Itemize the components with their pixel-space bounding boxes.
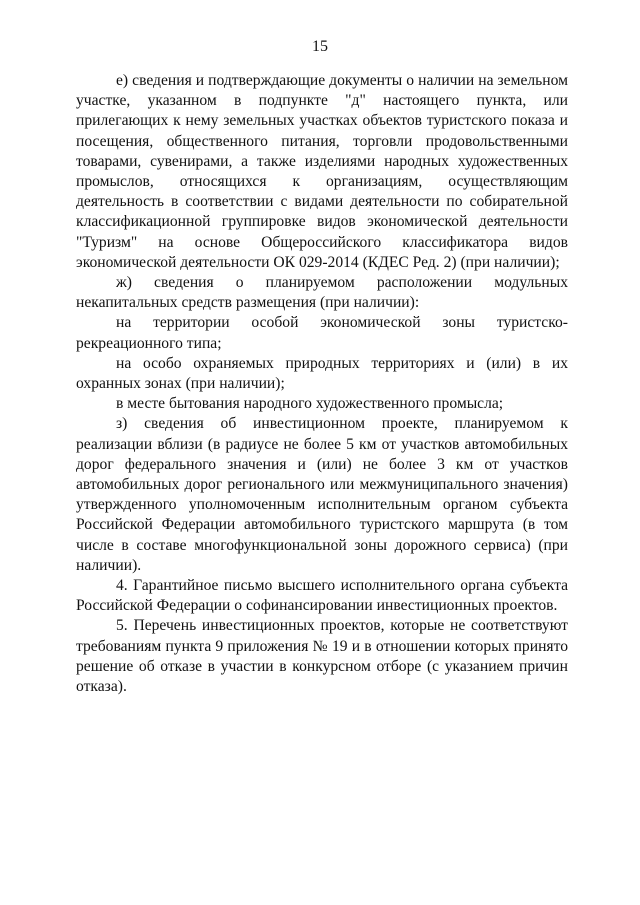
page-number: 15 [312,38,328,55]
paragraph-5-project-list: 5. Перечень инвестиционных проектов, которые не соответствуют требованиям пункта 9 приложения № 19 и в отношении которых принято решение об отказе в участии в конкурсном отборе (с указанием причин отказа). [76,617,568,696]
paragraph-protected-areas: на особо охраняемых природных территориях и (или) в их охранных зонах (при наличии); [76,354,568,393]
paragraph-e-land-plot-info: е) сведения и подтверждающие документы о наличии на земельном участке, указанном в подпункте "д" настоящего пункта, или прилегающих к нему земельных участках объектов туристского показа и посещения, общественного питания, торговли продовольственными товарами, сувенирами, а также изделиями народных художественных промыслов, относящихся к организациям, осуществляющим деятельность в соответствии с видами деятельности по собирательной классификационной группировке видов экономической деятельности "Туризм" на основе Общероссийского классификатора видов экономической деятельности ОК 029-2014 (КДЕС Ред. 2) (при наличии); [76,72,568,271]
paragraph-z-investment-project: з) сведения об инвестиционном проекте, планируемом к реализации вблизи (в радиусе не более 5 км от участков автомобильных дорог федерального значения и (или) не более 3 км от участков автомобильных дорог регионального или межмуниципального значения) утвержденного уполномоченным исполнительным органом субъекта Российской Федерации автомобильного туристского маршрута (в том числе в составе многофункциональной зоны дорожного сервиса) (при наличии). [76,415,568,574]
paragraph-4-guarantee-letter: 4. Гарантийное письмо высшего исполнительного органа субъекта Российской Федерации о софинансировании инвестиционных проектов. [76,577,568,615]
document-body [76,71,568,697]
paragraph-folk-craft-place: в месте бытования народного художественного промысла; [116,395,504,413]
paragraph-special-economic-zone: на территории особой экономической зоны туристско-рекреационного типа; [76,314,568,352]
paragraph-zh-modular-accommodation: ж) сведения о планируемом расположении модульных некапитальных средств размещения (при наличии): [76,274,568,312]
